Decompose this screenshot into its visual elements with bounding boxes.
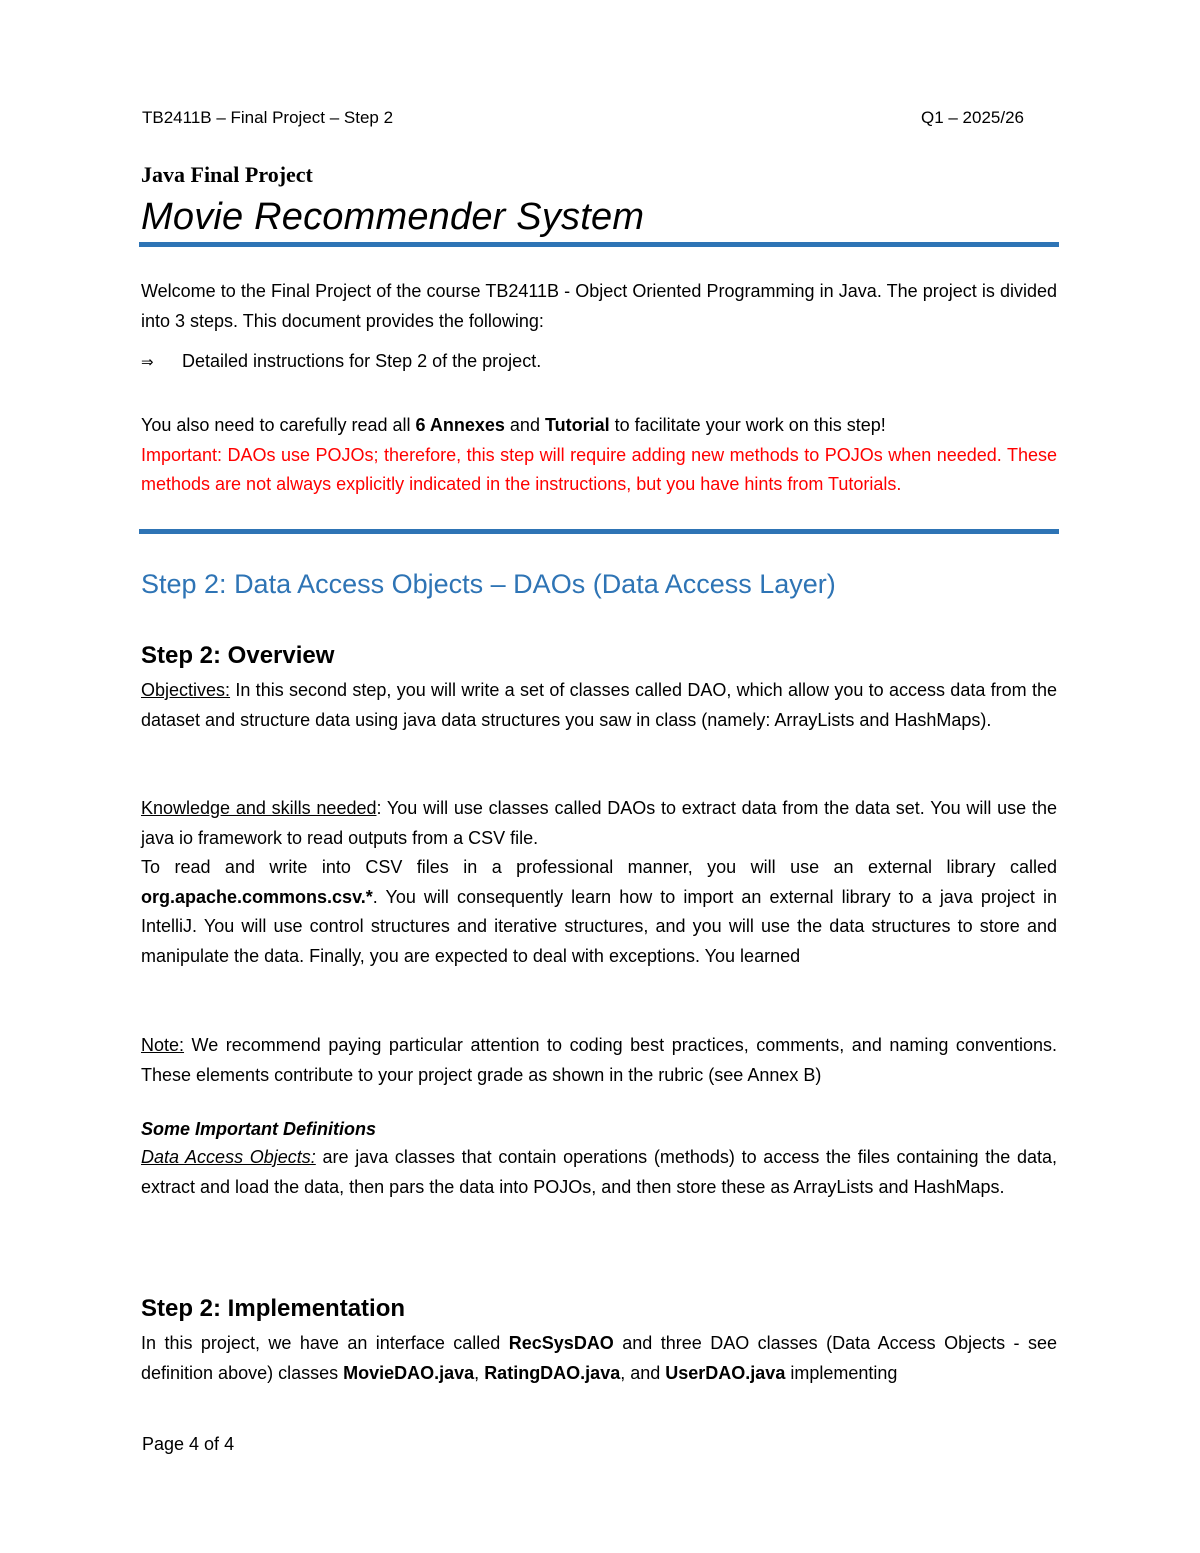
annex-note-text: to facilitate your work on this step! [609, 415, 886, 435]
bullet-item [141, 347, 541, 377]
dao-label: Data Access Objects: [141, 1147, 316, 1167]
step-heading: Step 2: Data Access Objects – DAOs (Data Access Layer) [141, 569, 836, 599]
document-title: Movie Recommender System [141, 196, 645, 238]
movie-dao-name: MovieDAO.java [343, 1362, 475, 1383]
note-paragraph [141, 1031, 1057, 1090]
title-divider [139, 242, 1059, 247]
header-term: Q1 – 2025/26 [920, 108, 1024, 127]
knowledge-text: : You will use classes called DAOs to extract data from the data set. You will use the java io framework to read outputs from a CSV file. [141, 798, 1057, 848]
note-text: We recommend paying particular attention to coding best practices, comments, and naming conventions. These elements contribute to your project grade as shown in the rubric (see Annex B) [141, 1035, 1057, 1085]
tutorial-emphasis: Tutorial [544, 415, 610, 435]
user-dao-name: UserDAO.java [665, 1362, 786, 1383]
impl-text: implementing [785, 1362, 898, 1383]
objectives-text: In this second step, you will write a set of classes called DAO, which allow you to access data from the dataset and structure data using java data structures you saw in class (namely: ArrayLists and HashMaps). [141, 680, 1057, 730]
impl-text: In this project, we have an interface called [141, 1333, 509, 1353]
implementation-heading: Step 2: Implementation [141, 1295, 406, 1322]
important-warning: Important: DAOs use POJOs; therefore, this step will require adding new methods to POJOs when needed. These methods are not always explicitly indicated in the instructions, but you have hints from Tutorials. [141, 444, 1057, 495]
dao-definition [141, 1143, 1057, 1202]
csv-text: To read and write into CSV files in a professional manner, you will use an external library called [141, 857, 1057, 878]
knowledge-block [141, 794, 1057, 972]
header-course: TB2411B – Final Project – Step 2 [142, 108, 394, 127]
annex-note [141, 411, 1057, 441]
csv-text: . You will consequently learn how to import an external library to a java project in IntelliJ. You will use control structures and iterative structures, and you will use the data structures to store and manipulate the data. Finally, you are expected to deal with exceptions. You learned [141, 886, 1057, 966]
document-kicker: Java Final Project [141, 162, 313, 187]
interface-name: RecSysDAO [508, 1333, 614, 1353]
annex-note-block [141, 411, 1057, 500]
overview-heading: Step 2: Overview [141, 642, 335, 669]
note-label: Note: [141, 1035, 185, 1055]
impl-text: , [474, 1362, 485, 1383]
page-number: Page 4 of 4 [142, 1434, 235, 1454]
knowledge-paragraph [141, 794, 1057, 853]
annex-note-text: You also need to carefully read all [141, 415, 416, 435]
impl-text: and three DAO classes (Data Access Objects - see definition above) classes [141, 1333, 1057, 1383]
impl-text: , and [620, 1362, 666, 1383]
implementation-paragraph [141, 1329, 1057, 1388]
arrow-icon: ⇒ [141, 354, 154, 371]
page-header [142, 106, 1024, 130]
definitions-title: Some Important Definitions [141, 1119, 377, 1139]
annex-note-text: and [504, 415, 545, 435]
csv-library-name: org.apache.commons.csv.* [141, 886, 373, 907]
objectives-paragraph [141, 676, 1057, 735]
section-divider [139, 529, 1059, 534]
objectives-label: Objectives: [141, 680, 231, 700]
csv-paragraph [141, 853, 1057, 971]
knowledge-label: Knowledge and skills needed [141, 798, 377, 818]
dao-text: are java classes that contain operations (methods) to access the files containing the data, extract and load the data, then pars the data into POJOs, and then store these as ArrayLists and HashMaps. [141, 1147, 1057, 1197]
bullet-text: Detailed instructions for Step 2 of the project. [182, 351, 542, 371]
intro-paragraph: Welcome to the Final Project of the course TB2411B - Object Oriented Programming in Java. The project is divided into 3 steps. This document provides the following: [141, 281, 1057, 331]
annexes-emphasis: 6 Annexes [415, 415, 505, 435]
rating-dao-name: RatingDAO.java [484, 1362, 621, 1383]
